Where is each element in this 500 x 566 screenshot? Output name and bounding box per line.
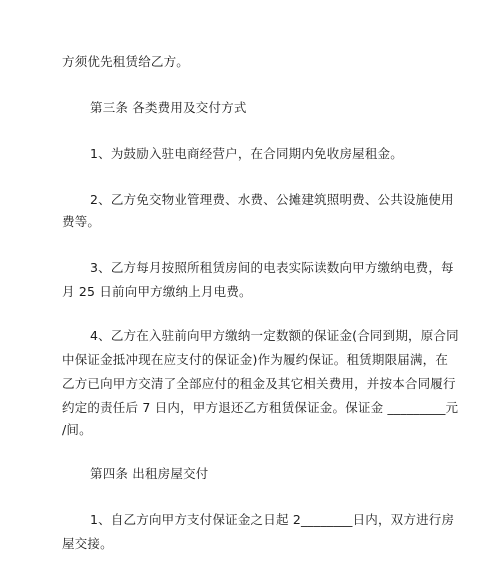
text-line: 约定的责任后 7 日内，甲方退还乙方租赁保证金。保证金 _________元	[62, 400, 459, 415]
text-line: 费等。	[62, 214, 101, 229]
text-line: 1、为鼓励入驻电商经营户，在合同期内免收房屋租金。	[90, 146, 403, 161]
text-line: 4、乙方在入驻前向甲方缴纳一定数额的保证金(合同到期，原合同	[90, 328, 459, 343]
text-line: 月 25 日前向甲方缴纳上月电费。	[62, 284, 252, 299]
text-line: 乙方已向甲方交清了全部应付的租金及其它相关费用，并按本合同履行	[62, 376, 456, 391]
section-heading: 第三条 各类费用及交付方式	[90, 100, 247, 115]
text-line: 1、自乙方向甲方支付保证金之日起 2________日内，双方进行房	[90, 512, 455, 527]
text-line: 2、乙方免交物业管理费、水费、公摊建筑照明费、公共设施使用	[90, 192, 454, 207]
text-line: 中保证金抵冲现在应支付的保证金)作为履约保证。租赁期限届满，在	[62, 352, 449, 367]
text-line: 3、乙方每月按照所租赁房间的电表实际读数向甲方缴纳电费，每	[90, 260, 454, 275]
section-heading: 第四条 出租房屋交付	[90, 466, 209, 481]
text-line: 方须优先租赁给乙方。	[62, 54, 190, 69]
text-line: /间。	[62, 422, 92, 437]
text-line: 屋交接。	[62, 536, 113, 551]
